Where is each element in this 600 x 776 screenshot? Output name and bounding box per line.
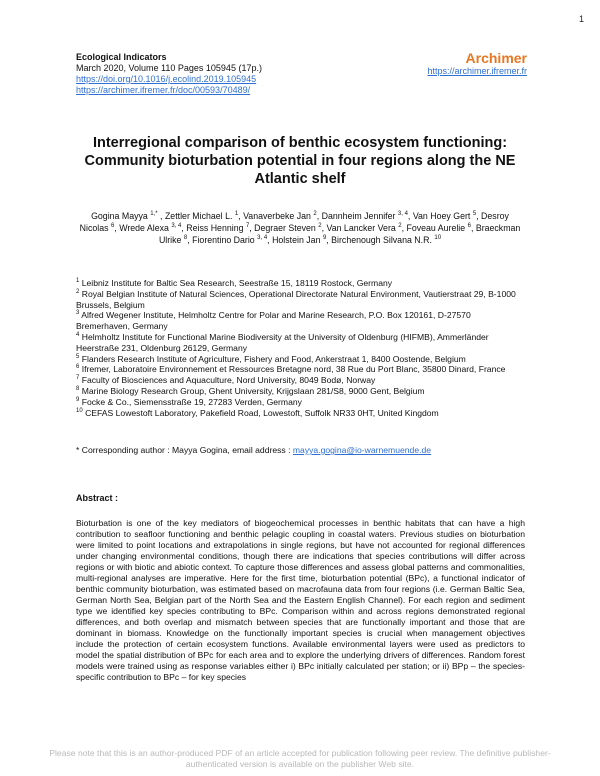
author-name: Fiorentino Dario <box>192 235 255 245</box>
affiliation-item <box>76 278 526 289</box>
author-affiliation-marker: 10 <box>434 235 442 242</box>
author-name: Gogina Mayya <box>91 211 148 221</box>
author-name: Van Hoey Gert <box>412 211 471 221</box>
author-separator: , <box>114 223 120 233</box>
affiliation-text: Faculty of Biosciences and Aquaculture, Nord University, 8049 Bodø, Norway <box>79 375 376 386</box>
affiliation-number: 1 <box>76 278 80 285</box>
affiliation-item <box>76 310 526 332</box>
author-separator: , <box>157 211 165 221</box>
author-affiliation-marker: 3, 4 <box>171 223 182 230</box>
affiliation-text: Ifremer, Laboratoire Environnement et Ressources Bretagne nord, 38 Rue du Port Blanc, 35800 Dinard, France <box>79 364 506 375</box>
affiliation-item <box>76 375 526 386</box>
affiliation-number: 9 <box>76 396 80 403</box>
author-name: Birchenough Silvana N.R. <box>331 235 432 245</box>
author-affiliation-marker: 7 <box>245 223 250 230</box>
author-separator: , <box>321 223 327 233</box>
affiliation-text: Marine Biology Research Group, Ghent University, Krijgslaan 281/S8, 9000 Gent, Belgium <box>79 385 425 396</box>
author-separator: , <box>326 235 332 245</box>
author-affiliation-marker: 6 <box>110 223 115 230</box>
archimer-doc-link[interactable]: https://archimer.ifremer.fr/doc/00593/70489/ <box>76 85 251 95</box>
affiliation-text: Focke & Co., Siemensstraße 19, 27283 Verden, Germany <box>79 396 302 407</box>
corresponding-email-link[interactable]: mayya.gogina@io-warnemuende.de <box>292 445 432 455</box>
author-affiliation-marker: 2 <box>398 223 402 230</box>
affiliation-text: Flanders Research Institute of Agriculture, Fishery and Food, Ankerstraat 1, 8400 Oostende, Belgium <box>79 353 466 364</box>
archimer-brand <box>427 50 527 77</box>
affiliation-item <box>76 289 526 311</box>
affiliation-text: Leibniz Institute for Baltic Sea Research, Seestraße 15, 18119 Rostock, Germany <box>79 278 393 288</box>
author-affiliation-marker: 9 <box>322 235 327 242</box>
author-name: Vanaverbeke Jan <box>243 211 311 221</box>
author-affiliation-marker: 5 <box>472 211 477 218</box>
author-name: Degraer Steven <box>254 223 316 233</box>
paper-title: Interregional comparison of benthic ecosystem functioning: Community bioturbation potential in four regions along the NE Atlantic shelf <box>84 135 516 187</box>
affiliation-text: Royal Belgian Institute of Natural Sciences, Operational Directorate Natural Environment, Vautierstraat 29, B-1000 Brussels, Belgium <box>76 288 516 310</box>
corresponding-prefix: * Corresponding author : Mayya Gogina, email address : <box>76 445 293 455</box>
affiliation-text: Alfred Wegener Institute, Helmholtz Centre for Polar and Marine Research, P.O. Box 120161, D-27570 Bremerhaven, Germany <box>76 310 471 332</box>
affiliation-number: 10 <box>76 407 83 414</box>
author-name: Dannheim Jennifer <box>321 211 396 221</box>
author-separator: , <box>407 211 413 221</box>
affiliation-list <box>76 278 526 418</box>
affiliation-number: 6 <box>76 364 80 371</box>
disclaimer-footer: Please note that this is an author-produced PDF of an article accepted for publication following peer review. The definitive publisher-authenticated version is available on the publisher Web site. <box>49 748 551 769</box>
archimer-home-link[interactable]: https://archimer.ifremer.fr <box>427 66 527 76</box>
affiliation-text: CEFAS Lowestoft Laboratory, Pakefield Road, Lowestoft, Suffolk NR33 0HT, United Kingdom <box>82 407 439 418</box>
affiliation-item <box>76 364 526 375</box>
author-affiliation-marker: 1 <box>234 211 239 218</box>
author-name: Zettler Michael L. <box>164 211 233 221</box>
affiliation-item <box>76 386 526 397</box>
author-name: Van Lancker Vera <box>326 223 396 233</box>
author-separator: , <box>470 223 476 233</box>
archimer-logo-text: Archimer <box>465 50 527 66</box>
author-affiliation-marker: 2 <box>318 223 322 230</box>
affiliation-number: 8 <box>76 386 80 393</box>
author-separator: , <box>249 223 255 233</box>
corresponding-author <box>76 445 431 456</box>
page-number: 1 <box>578 14 584 24</box>
author-affiliation-marker: 8 <box>183 235 188 242</box>
abstract-heading: Abstract : <box>76 493 119 503</box>
author-name: Braeckman Ulrike <box>158 223 521 245</box>
journal-issue: March 2020, Volume 110 Pages 105945 (17p.) <box>76 63 262 73</box>
author-name: Foveau Aurelie <box>406 223 466 233</box>
author-affiliation-marker: 3, 4 <box>397 211 408 218</box>
affiliation-number: 2 <box>76 288 80 295</box>
author-affiliation-marker: 3, 4 <box>257 235 268 242</box>
affiliation-number: 5 <box>76 353 80 360</box>
author-name: Reiss Henning <box>186 223 244 233</box>
author-separator: , <box>187 235 193 245</box>
affiliation-item <box>76 354 526 365</box>
author-list <box>76 210 524 246</box>
author-name: Desroy Nicolas <box>79 211 509 233</box>
author-separator: , <box>238 211 244 221</box>
author-separator: , <box>476 211 482 221</box>
author-affiliation-marker: 6 <box>467 223 471 230</box>
author-name: Holstein Jan <box>272 235 321 245</box>
affiliation-number: 4 <box>76 332 80 339</box>
affiliation-item <box>76 408 526 419</box>
journal-name: Ecological Indicators <box>76 52 167 62</box>
abstract-text: Bioturbation is one of the key mediators of biogeochemical processes in benthic habitats that can have a high contribution to seafloor functioning and benthic pelagic coupling in coastal waters. Previous studies on bioturbation were limited to point locations and extrapolations in single regions, but have not accounted for regional differences under changing environmental conditions, though there are indications that species contributions will differ across regions or with biotic and abiotic context. To capture those differences and assess global patterns and commonalities, multi-regional analyses are imperative. Here for the first time, bioturbation potential (BPc), a functional indicator of benthic community bioturbation, was estimated based on macrofauna data from four regions (i.e. German Baltic Sea, German North Sea, Belgian part of the North Sea and the Eastern English Channel). For each region and sediment type we identified key species contributing to BPc. Comparison within and across regions demonstrated regional differences, and both overlap and mismatch between species that are functionally important and those that are dominant in biomass. Knowledge on the functionally important species is crucial when management objectives include the protection of certain ecosystem functions. Available environmental layers were used as predictors to model the spatial distribution of BPc for each area and to explore the underlying drivers of differences. Random forest models were trained using as response variables either i) BPc initially calculated per station; or ii) BPp – the species-specific contribution to BPc – for key species <box>76 518 525 682</box>
doi-link[interactable]: https://doi.org/10.1016/j.ecolind.2019.105945 <box>76 74 257 84</box>
affiliation-item <box>76 332 526 354</box>
author-name: Wrede Alexa <box>119 223 169 233</box>
author-affiliation-marker: 1,* <box>150 211 158 218</box>
affiliation-text: Helmholtz Institute for Functional Marine Biodiversity at the University of Oldenburg (HIFMB), Ammerländer Heerstraße 231, Oldenburg 26129, Germany <box>76 331 489 353</box>
author-separator: , <box>401 223 407 233</box>
author-separator: , <box>316 211 322 221</box>
affiliation-number: 7 <box>76 375 80 382</box>
affiliation-item <box>76 397 526 408</box>
author-separator: , <box>267 235 273 245</box>
affiliation-number: 3 <box>76 310 80 317</box>
author-affiliation-marker: 2 <box>313 211 317 218</box>
author-separator: , <box>181 223 187 233</box>
journal-info <box>76 52 262 96</box>
